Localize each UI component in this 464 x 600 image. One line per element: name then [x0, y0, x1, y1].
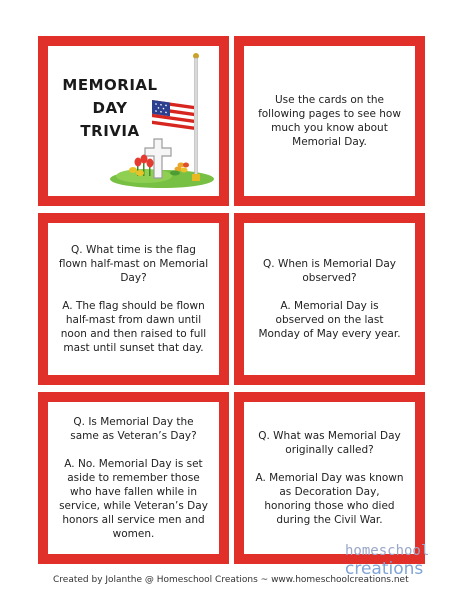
title-line-1: MEMORIAL	[62, 76, 158, 94]
trivia-text	[255, 429, 405, 527]
trivia-answer: A. Memorial Day is observed on the last Monday of May every year.	[258, 300, 401, 340]
trivia-question: Q. Is Memorial Day the same as Veteran’s Day?	[70, 416, 197, 442]
trivia-question: Q. What was Memorial Day originally called?	[258, 430, 401, 456]
trivia-card	[234, 392, 425, 564]
footer-credit: Created by Jolanthe @ Homeschool Creations ~ www.homeschoolcreations.net	[53, 575, 409, 585]
homeschool-creations-logo	[345, 543, 457, 579]
title-line-2: DAY	[92, 99, 128, 117]
title-line-3: TRIVIA	[80, 122, 140, 140]
trivia-text	[255, 257, 405, 341]
trivia-card	[38, 213, 229, 385]
intro-text	[255, 93, 405, 149]
trivia-card	[234, 213, 425, 385]
trivia-text	[59, 243, 209, 355]
intro-card	[234, 36, 425, 206]
trivia-question: Q. What time is the flag flown half-mast on Memorial Day?	[58, 244, 209, 284]
logo-line-1: homeschool	[345, 543, 430, 559]
trivia-question: Q. When is Memorial Day observed?	[263, 258, 396, 284]
trivia-answer: A. Memorial Day was known as Decoration Day, honoring those who died during the Civil War.	[255, 472, 404, 526]
trivia-text	[59, 415, 209, 541]
trivia-card	[38, 392, 229, 564]
intro-paragraph: Use the cards on the following pages to see how much you know about Memorial Day.	[258, 94, 401, 148]
memorial-illustration	[48, 46, 219, 196]
flag-icon	[152, 100, 194, 130]
trivia-answer: A. The flag should be flown half-mast from dawn until noon and then raised to full mast until sunset that day.	[60, 300, 207, 354]
logo-line-2: creations	[345, 559, 424, 579]
trivia-answer: A. No. Memorial Day is set aside to remember those who have fallen while in service, while Veteran’s Day honors all service men and women.	[59, 458, 208, 540]
title-card	[38, 36, 229, 206]
